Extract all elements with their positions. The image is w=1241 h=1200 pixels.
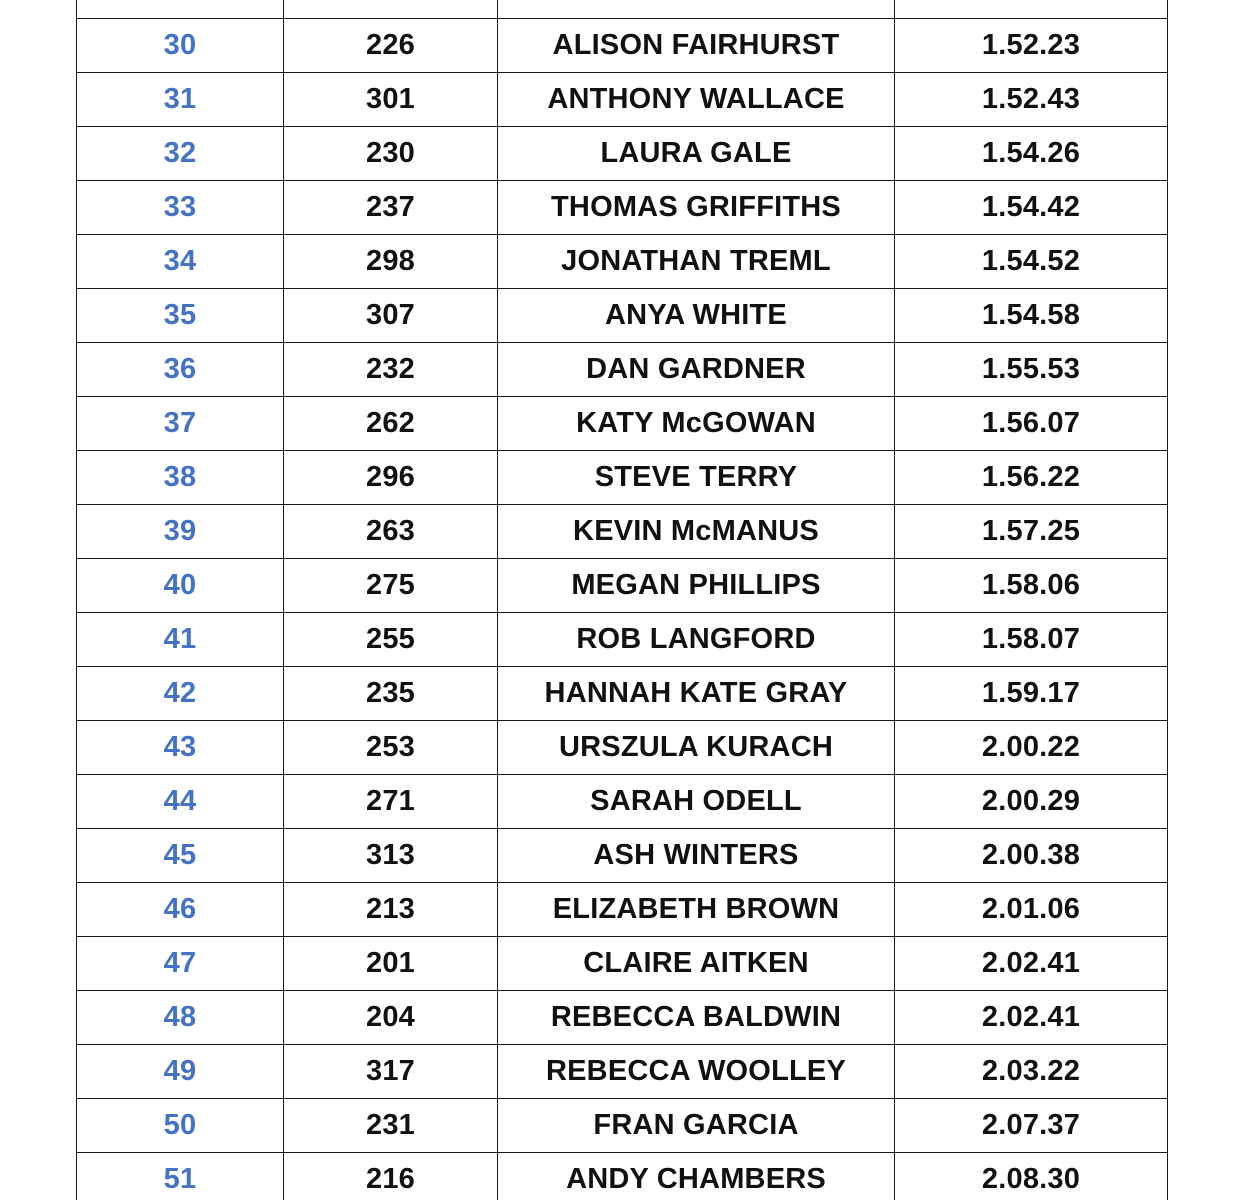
time-cell: 1.58.06 (895, 559, 1168, 613)
table-row (77, 289, 1168, 343)
position-cell: 41 (77, 613, 284, 667)
name-cell: ASH WINTERS (498, 829, 895, 883)
table-row (77, 667, 1168, 721)
number-cell: 253 (284, 721, 498, 775)
name-cell: REBECCA BALDWIN (498, 991, 895, 1045)
table-row (77, 19, 1168, 73)
time-cell: 2.00.22 (895, 721, 1168, 775)
table-row (77, 181, 1168, 235)
table-row (77, 991, 1168, 1045)
position-cell: 34 (77, 235, 284, 289)
position-cell: 49 (77, 1045, 284, 1099)
position-cell: 51 (77, 1153, 284, 1200)
time-cell (895, 0, 1168, 19)
name-cell: CLAIRE AITKEN (498, 937, 895, 991)
number-cell: 296 (284, 451, 498, 505)
number-cell: 263 (284, 505, 498, 559)
table-row (77, 73, 1168, 127)
table-row (77, 937, 1168, 991)
number-cell: 262 (284, 397, 498, 451)
table-row (77, 829, 1168, 883)
table-row (77, 235, 1168, 289)
table-row (77, 1099, 1168, 1153)
name-cell: HANNAH KATE GRAY (498, 667, 895, 721)
position-cell: 43 (77, 721, 284, 775)
time-cell: 1.54.52 (895, 235, 1168, 289)
position-cell: 38 (77, 451, 284, 505)
position-cell: 44 (77, 775, 284, 829)
table-row (77, 397, 1168, 451)
number-cell: 275 (284, 559, 498, 613)
time-cell: 1.54.58 (895, 289, 1168, 343)
number-cell: 226 (284, 19, 498, 73)
name-cell: REBECCA WOOLLEY (498, 1045, 895, 1099)
number-cell: 301 (284, 73, 498, 127)
table-row (77, 1153, 1168, 1200)
position-cell: 32 (77, 127, 284, 181)
name-cell: FRAN GARCIA (498, 1099, 895, 1153)
number-cell: 313 (284, 829, 498, 883)
table-row (77, 1045, 1168, 1099)
time-cell: 2.02.41 (895, 937, 1168, 991)
position-cell: 40 (77, 559, 284, 613)
time-cell: 1.54.42 (895, 181, 1168, 235)
number-cell: 237 (284, 181, 498, 235)
table-row (77, 505, 1168, 559)
number-cell: 231 (284, 1099, 498, 1153)
table-row (77, 343, 1168, 397)
position-cell: 47 (77, 937, 284, 991)
time-cell: 2.02.41 (895, 991, 1168, 1045)
number-cell: 232 (284, 343, 498, 397)
position-cell: 35 (77, 289, 284, 343)
position-cell: 45 (77, 829, 284, 883)
name-cell: SARAH ODELL (498, 775, 895, 829)
number-cell: 216 (284, 1153, 498, 1200)
position-cell: 50 (77, 1099, 284, 1153)
position-cell: 33 (77, 181, 284, 235)
number-cell: 271 (284, 775, 498, 829)
table-row (77, 559, 1168, 613)
time-cell: 2.07.37 (895, 1099, 1168, 1153)
position-cell (77, 0, 284, 19)
number-cell: 213 (284, 883, 498, 937)
table-row (77, 883, 1168, 937)
position-cell: 30 (77, 19, 284, 73)
name-cell (498, 0, 895, 19)
time-cell: 1.59.17 (895, 667, 1168, 721)
name-cell: ANTHONY WALLACE (498, 73, 895, 127)
name-cell: ROB LANGFORD (498, 613, 895, 667)
number-cell: 307 (284, 289, 498, 343)
time-cell: 1.52.43 (895, 73, 1168, 127)
position-cell: 42 (77, 667, 284, 721)
time-cell: 1.58.07 (895, 613, 1168, 667)
name-cell: JONATHAN TREML (498, 235, 895, 289)
time-cell: 2.00.29 (895, 775, 1168, 829)
time-cell: 1.54.26 (895, 127, 1168, 181)
number-cell: 230 (284, 127, 498, 181)
number-cell: 317 (284, 1045, 498, 1099)
position-cell: 46 (77, 883, 284, 937)
results-table (76, 0, 1168, 1200)
name-cell: KATY McGOWAN (498, 397, 895, 451)
table-row (77, 127, 1168, 181)
time-cell: 2.08.30 (895, 1153, 1168, 1200)
time-cell: 2.03.22 (895, 1045, 1168, 1099)
table-row (77, 451, 1168, 505)
time-cell: 1.56.22 (895, 451, 1168, 505)
position-cell: 36 (77, 343, 284, 397)
time-cell: 1.57.25 (895, 505, 1168, 559)
table-row (77, 775, 1168, 829)
position-cell: 37 (77, 397, 284, 451)
number-cell: 204 (284, 991, 498, 1045)
name-cell: STEVE TERRY (498, 451, 895, 505)
table-row (77, 721, 1168, 775)
position-cell: 39 (77, 505, 284, 559)
name-cell: LAURA GALE (498, 127, 895, 181)
name-cell: KEVIN McMANUS (498, 505, 895, 559)
number-cell: 235 (284, 667, 498, 721)
time-cell: 2.01.06 (895, 883, 1168, 937)
name-cell: URSZULA KURACH (498, 721, 895, 775)
table-row (77, 613, 1168, 667)
time-cell: 1.56.07 (895, 397, 1168, 451)
time-cell: 2.00.38 (895, 829, 1168, 883)
name-cell: THOMAS GRIFFITHS (498, 181, 895, 235)
position-cell: 48 (77, 991, 284, 1045)
number-cell: 298 (284, 235, 498, 289)
number-cell: 201 (284, 937, 498, 991)
position-cell: 31 (77, 73, 284, 127)
name-cell: ELIZABETH BROWN (498, 883, 895, 937)
table-row-partial (77, 0, 1168, 19)
time-cell: 1.52.23 (895, 19, 1168, 73)
name-cell: ANYA WHITE (498, 289, 895, 343)
name-cell: ALISON FAIRHURST (498, 19, 895, 73)
name-cell: DAN GARDNER (498, 343, 895, 397)
results-table-body (77, 0, 1168, 1200)
number-cell: 255 (284, 613, 498, 667)
name-cell: ANDY CHAMBERS (498, 1153, 895, 1200)
time-cell: 1.55.53 (895, 343, 1168, 397)
name-cell: MEGAN PHILLIPS (498, 559, 895, 613)
number-cell (284, 0, 498, 19)
